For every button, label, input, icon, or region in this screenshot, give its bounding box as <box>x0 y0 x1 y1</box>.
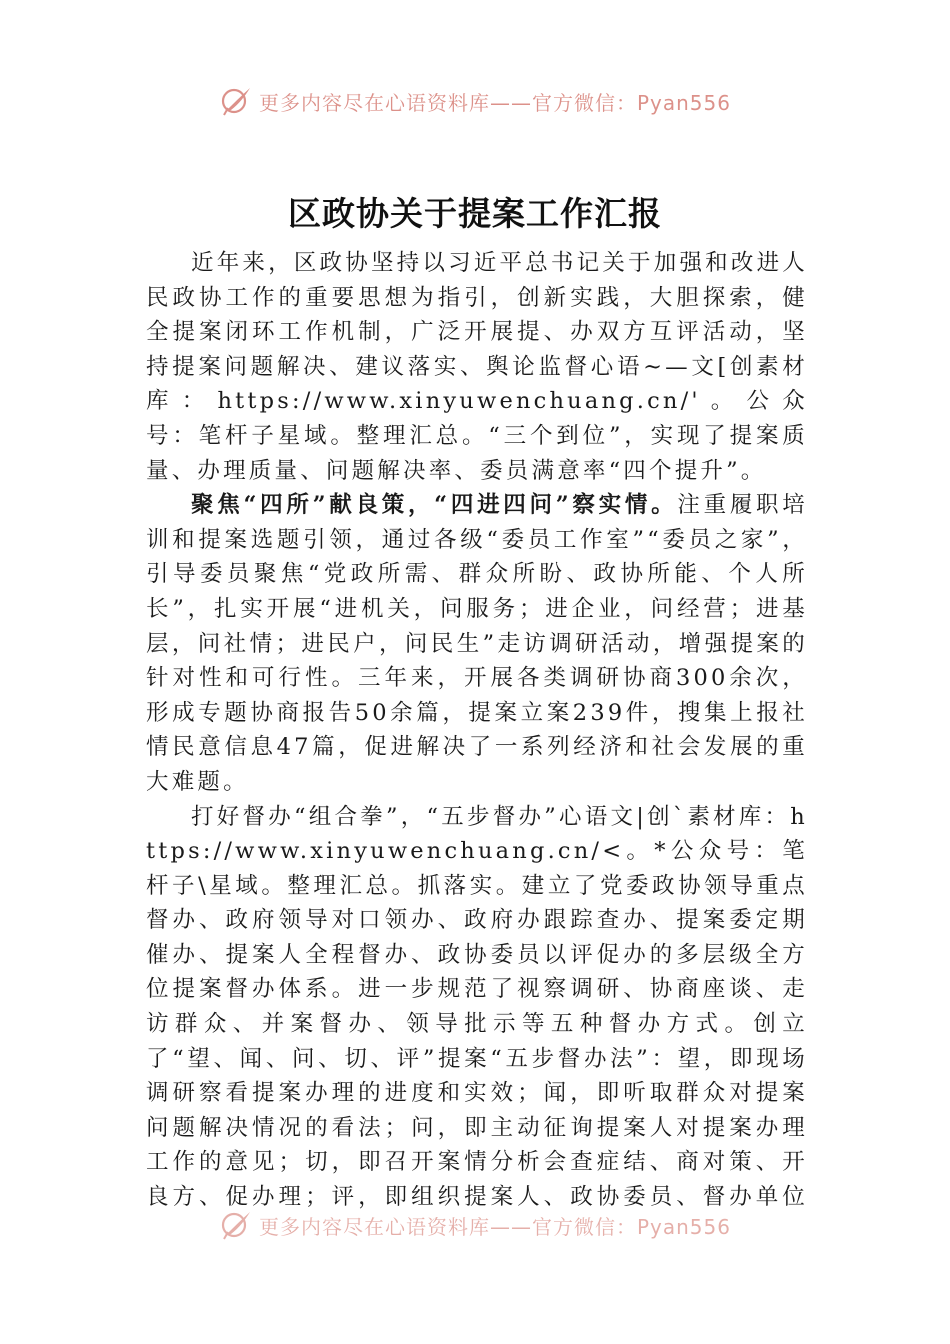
quill-logo-icon <box>219 84 253 118</box>
footer-watermark <box>0 1208 950 1242</box>
paragraph-1 <box>146 246 808 488</box>
quill-logo-icon <box>219 1208 253 1242</box>
watermark-text: 更多内容尽在心语资料库——官方微信：Pyan556 <box>258 1214 731 1239</box>
paragraph-3 <box>146 800 808 1217</box>
document-title: 区政协关于提案工作汇报 <box>288 194 662 233</box>
paragraph-3-text: 打好督办“组合拳”，“五步督办”心语文|创`素材库：https://www.xinyuwenchuang.cn/<。*公众号：笔杆子\星域。整理汇总。抓落实。建立了党委政协领导重点督办、政府领导对口领办、政府办跟踪查办、提案委定期催办、提案人全程督办、政协委员以评促办的多层级全方位提案督办体系。进一步规范了视察调研、协商座谈、走访群众、并案督办、领导批示等五种督办方式。创立了“望、闻、问、切、评”提案“五步督办法”：望，即现场调研察看提案办理的进度和实效；闻，即听取群众对提案问题解决情况的看法；问，即主动征询提案人对提案办理工作的意见；切，即召开案情分析会查症结、商对策、开良方、促办理；评，即组织提案人、政协委员、督办单位 <box>146 803 808 1211</box>
paragraph-1-text: 近年来，区政协坚持以习近平总书记关于加强和改进人民政协工作的重要思想为指引，创新实践，大胆探索，健全提案闭环工作机制，广泛开展提、办双方互评活动，坚持提案问题解决、建议落实、舆论监督心语~—文[创素材库：https://www.xinyuwenchuang.cn/'。公众号：笔杆子星域。整理汇总。“三个到位”，实现了提案质量、办理质量、问题解决率、委员满意率“四个提升”。 <box>146 250 808 484</box>
watermark-text: 更多内容尽在心语资料库——官方微信：Pyan556 <box>258 90 731 115</box>
header-watermark <box>0 84 950 118</box>
paragraph-2-lead: 聚焦“四所”献良策，“四进四问”察实情。 <box>191 492 678 519</box>
paragraph-2-text: 注重履职培训和提案选题引领，通过各级“委员工作室”“委员之家”，引导委员聚焦“党政所需、群众所盼、政协所能、个人所长”，扎实开展“进机关，问服务；进企业，问经营；进基层，问社情；进民户，问民生”走访调研活动，增强提案的针对性和可行性。三年来，开展各类调研协商300余次，形成专题协商报告50余篇，提案立案239件，搜集上报社情民意信息47篇，促进解决了一系列经济和社会发展的重大难题。 <box>146 492 808 795</box>
document-body <box>146 246 808 1216</box>
paragraph-2 <box>146 488 808 799</box>
